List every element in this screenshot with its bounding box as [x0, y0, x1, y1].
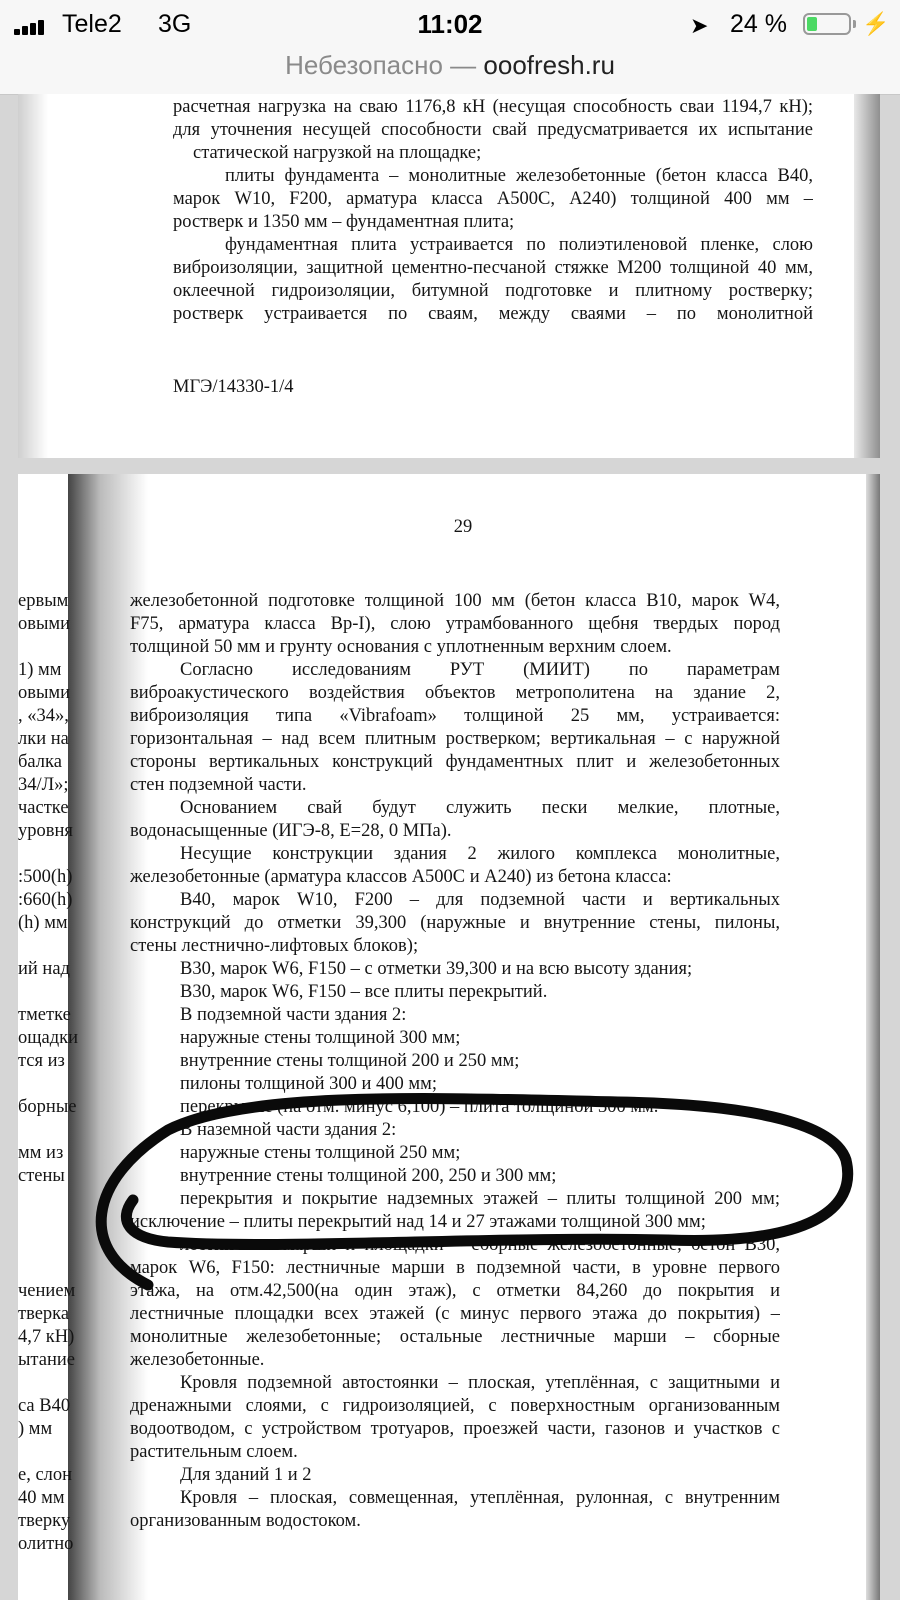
margin-fragment — [18, 1441, 84, 1464]
clock: 11:02 — [417, 9, 483, 39]
charging-bolt-icon: ⚡ — [862, 11, 890, 36]
text-line: железобетонной подготовке толщиной 100 мм (бетон класса В10, марок W4, — [130, 591, 780, 611]
page-1-text — [173, 96, 813, 326]
margin-fragment — [18, 1234, 84, 1257]
margin-fragment: 34/Л»; — [18, 775, 69, 795]
margin-fragment — [18, 1211, 84, 1234]
margin-fragment: ) мм — [18, 1419, 53, 1439]
text-line: внутренние стены толщиной 200, 250 и 300 мм; — [180, 1166, 557, 1186]
text-line: этажа, на отм.42,500(на один этаж), с отметки 84,260 до покрытия и — [130, 1281, 780, 1301]
margin-fragment: стены — [18, 1166, 65, 1186]
margin-fragment: балка — [18, 752, 62, 772]
margin-fragment: ий над — [18, 959, 70, 979]
text-line: виброизоляции, защитной цементно-песчаной стяжке М200 толщиной 40 мм, — [173, 258, 813, 278]
text-line: монолитные железобетонные; остальные лестничные марши – сборные — [130, 1327, 780, 1347]
margin-fragment — [18, 1073, 84, 1096]
text-line: В40, марок W10, F200 – для подземной части и вертикальных — [180, 890, 780, 910]
margin-fragment: тметке — [18, 1005, 71, 1025]
url-domain[interactable]: ooofresh.ru — [483, 50, 615, 80]
margin-fragment: е, слон — [18, 1465, 73, 1485]
text-line: В30, марок W6, F150 – все плиты перекрытий. — [180, 982, 548, 1002]
margin-fragment — [18, 1372, 84, 1395]
margin-fragment: лки на — [18, 729, 69, 749]
text-line: толщиной 50 мм и грунту основания с уплотненным верхним слоем. — [130, 637, 672, 657]
margin-fragment: ервым — [18, 591, 69, 611]
scan-shadow — [866, 474, 880, 1600]
carrier-name: Tele2 — [62, 10, 122, 38]
margin-fragment — [18, 1119, 84, 1142]
text-line: перекрытие (на отм. минус 6,100) – плита толщиной 300 мм. — [180, 1097, 659, 1117]
margin-fragment — [18, 981, 84, 1004]
scan-shadow — [18, 94, 48, 458]
battery-fill — [807, 17, 817, 31]
margin-fragment — [18, 1188, 84, 1211]
text-line: статической нагрузкой на площадке; — [193, 143, 482, 163]
text-line: расчетная нагрузка на сваю 1176,8 кН (несущая способность сваи 1194,7 кН); — [173, 97, 813, 117]
text-line: водоотводом, с устройством тротуаров, проезжей части, газонов и участков с — [130, 1419, 780, 1439]
margin-fragment: 40 мм — [18, 1488, 65, 1508]
margin-fragment: овыми — [18, 683, 71, 703]
adjacent-page-margin — [18, 590, 84, 1556]
margin-fragment: ытание — [18, 1350, 75, 1370]
document-code: МГЭ/14330-1/4 — [173, 377, 294, 397]
margin-fragment: овыми — [18, 614, 71, 634]
text-line: Согласно исследованиям РУТ (МИИТ) по параметрам — [180, 660, 780, 680]
margin-fragment: , «34», — [18, 706, 69, 726]
battery-percentage: 24 % — [730, 10, 787, 38]
margin-fragment: :500(h) — [18, 867, 73, 887]
text-line: организованным водостоком. — [130, 1511, 361, 1531]
text-line: Для зданий 1 и 2 — [180, 1465, 312, 1485]
text-line: стены лестнично-лифтовых блоков); — [130, 936, 419, 956]
page-number: 29 — [453, 517, 473, 537]
margin-fragment: частке — [18, 798, 69, 818]
margin-fragment — [18, 935, 84, 958]
battery-nub — [853, 20, 856, 28]
security-label: Небезопасно — — [285, 50, 477, 80]
text-line: виброизоляция типа «Vibrafoam» толщиной 25 мм, устраивается: — [130, 706, 780, 726]
text-line: В наземной части здания 2: — [180, 1120, 397, 1140]
scan-shadow — [854, 94, 880, 458]
text-line: плиты фундамента – монолитные железобетонные (бетон класса В40, — [225, 166, 813, 186]
margin-fragment: тверку — [18, 1511, 71, 1531]
text-line: наружные стены толщиной 300 мм; — [180, 1028, 461, 1048]
margin-fragment — [18, 636, 84, 659]
status-bar — [0, 0, 900, 50]
text-line: марок W10, F200, арматура класса А500С, А240) толщиной 400 мм – — [173, 189, 813, 209]
text-line: исключение – плиты перекрытий над 14 и 27 этажами толщиной 300 мм; — [130, 1212, 706, 1232]
text-line: марок W6, F150: лестничные марши в подземной части, в уровне первого — [130, 1258, 780, 1278]
text-line: ростверк и 1350 мм – фундаментная плита; — [173, 212, 515, 232]
margin-fragment: олитно — [18, 1534, 74, 1554]
margin-fragment: са В40 — [18, 1396, 71, 1416]
text-line: дренажными слоями, с гидроизоляцией, с поверхностным организованным — [130, 1396, 780, 1416]
margin-fragment: 1) мм — [18, 660, 62, 680]
margin-fragment — [18, 843, 84, 866]
text-line: лестничные площадки всех этажей (с минус первого этажа до покрытия) – — [130, 1304, 780, 1324]
text-line: для уточнения несущей способности свай предусматривается их испытание — [173, 120, 813, 140]
margin-fragment: тверка — [18, 1304, 70, 1324]
margin-fragment: тся из — [18, 1051, 65, 1071]
page-2-text — [130, 590, 780, 1533]
margin-fragment: борные — [18, 1097, 77, 1117]
text-line: В подземной части здания 2: — [180, 1005, 407, 1025]
text-line: железобетонные (арматура классов А500С и А240) из бетона класса: — [130, 867, 672, 887]
text-line: F75, арматура класса Вр-I), слою утрамбованного щебня твердых пород — [130, 614, 780, 634]
text-line: оклеечной гидроизоляции, битумной подготовке и плитному ростверку; — [173, 281, 813, 301]
document-page-2 — [18, 474, 880, 1600]
text-line: наружные стены толщиной 250 мм; — [180, 1143, 461, 1163]
text-line: стен подземной части. — [130, 775, 307, 795]
url-bar[interactable] — [0, 50, 900, 95]
text-line: лестничные марши и площадки – сборные железобетонные, бетон В30, — [180, 1235, 780, 1255]
network-type: 3G — [158, 10, 192, 38]
text-line: железобетонные. — [130, 1350, 265, 1370]
battery-icon — [803, 13, 851, 35]
text-line: фундаментная плита устраивается по полиэтиленовой пленке, слою — [225, 235, 813, 255]
text-line: пилоны толщиной 300 и 400 мм; — [180, 1074, 437, 1094]
margin-fragment: :660(h) — [18, 890, 73, 910]
text-line: горизонтальная – над всем плитным ростверком; вертикальная – с наружной — [130, 729, 780, 749]
text-line: ростверк устраивается по сваям, между сваями – по монолитной — [173, 304, 813, 324]
margin-fragment: ощадки — [18, 1028, 79, 1048]
text-line: Несущие конструкции здания 2 жилого комплекса монолитные, — [180, 844, 780, 864]
text-line: внутренние стены толщиной 200 и 250 мм; — [180, 1051, 520, 1071]
text-line: Основанием свай будут служить пески мелкие, плотные, — [180, 798, 780, 818]
text-line: растительным слоем. — [130, 1442, 298, 1462]
margin-fragment: мм из — [18, 1143, 64, 1163]
text-line: Кровля подземной автостоянки – плоская, утеплённая, с защитными и — [180, 1373, 780, 1393]
margin-fragment — [18, 1257, 84, 1280]
text-line: водонасыщенные (ИГЭ-8, Е=28, 0 МПа). — [130, 821, 452, 841]
text-line: перекрытия и покрытие надземных этажей – плиты толщиной 200 мм; — [180, 1189, 780, 1209]
text-line: Кровля – плоская, совмещенная, утеплённая, рулонная, с внутренним — [180, 1488, 780, 1508]
text-line: стороны вертикальных конструкций фундаментных плит и железобетонных — [130, 752, 780, 772]
margin-fragment: (h) мм — [18, 913, 68, 933]
text-line: виброакустического воздействия объектов метрополитена на здание 2, — [130, 683, 780, 703]
margin-fragment: чением — [18, 1281, 76, 1301]
document-page-1 — [18, 94, 880, 458]
location-arrow-icon: ➤ — [690, 13, 709, 38]
margin-fragment: 4,7 кН) — [18, 1327, 75, 1347]
text-line: конструкций до отметки 39,300 (наружные и внутренние стены, пилоны, — [130, 913, 780, 933]
text-line: В30, марок W6, F150 – с отметки 39,300 и на всю высоту здания; — [180, 959, 693, 979]
margin-fragment: уровня — [18, 821, 73, 841]
